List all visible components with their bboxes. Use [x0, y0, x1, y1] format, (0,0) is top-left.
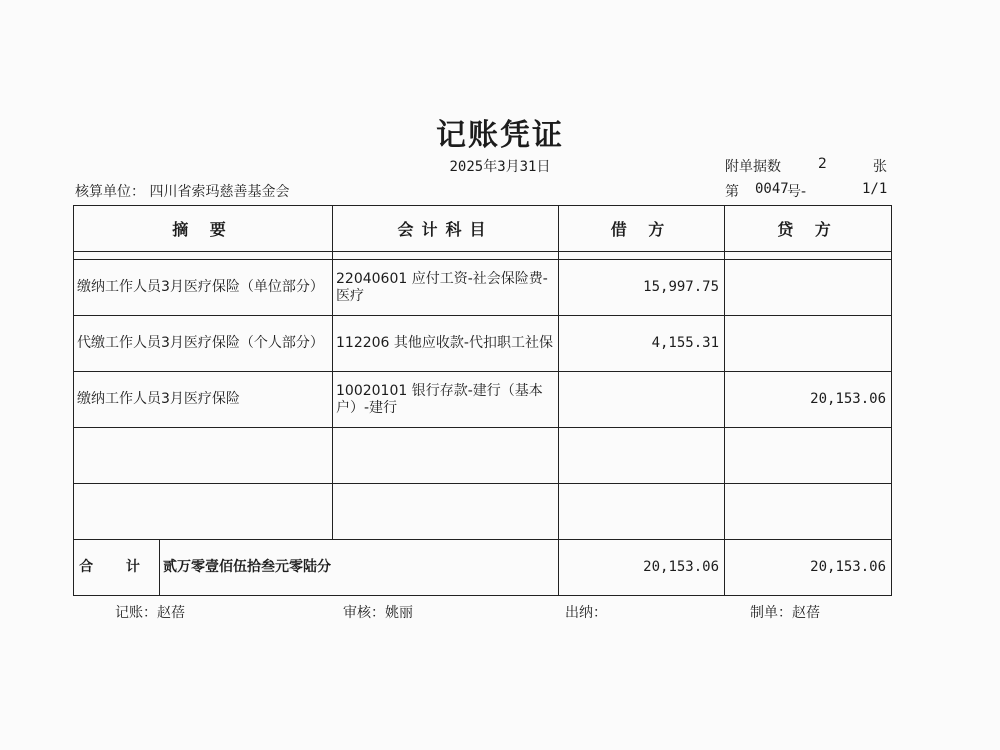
total-debit: 20,153.06 [559, 540, 725, 596]
attachments-unit: 张 [873, 159, 887, 175]
voucher-title: 记账凭证 [436, 118, 564, 153]
row-summary: 缴纳工作人员3月医疗保险 [74, 372, 333, 428]
voucher-no-prefix: 第 [725, 184, 739, 200]
row-account: 10020101 银行存款-建行（基本户）-建行 [333, 372, 559, 428]
table-row [74, 316, 892, 372]
total-label: 合 计 [74, 540, 160, 596]
accounting-unit-label: 核算单位： [75, 184, 145, 200]
header-account: 会计科目 [333, 206, 559, 252]
row-account [333, 428, 559, 484]
row-summary [74, 428, 333, 484]
header-credit: 贷 方 [725, 206, 892, 252]
row-credit [725, 484, 892, 540]
row-debit: 15,997.75 [559, 260, 725, 316]
row-account: 112206 其他应收款-代扣职工社保 [333, 316, 559, 372]
row-debit [559, 372, 725, 428]
accounting-unit [75, 181, 289, 201]
row-summary [74, 484, 333, 540]
table-row [74, 260, 892, 316]
row-debit [559, 484, 725, 540]
row-credit [725, 260, 892, 316]
attachments-count: 2 [818, 156, 827, 172]
table-header-row [74, 206, 892, 252]
row-summary: 代缴工作人员3月医疗保险（个人部分） [74, 316, 333, 372]
row-credit [725, 316, 892, 372]
row-debit [559, 428, 725, 484]
header-debit: 借 方 [559, 206, 725, 252]
table-row [74, 372, 892, 428]
reviewer-signature: 审核：姚丽 [343, 605, 413, 621]
attachments-label: 附单据数 [725, 159, 781, 175]
voucher-date: 2025年3月31日 [449, 159, 551, 175]
row-credit [725, 428, 892, 484]
voucher-page-count: 1/1 [862, 181, 888, 197]
bookkeeper-signature: 记账：赵蓓 [115, 605, 185, 621]
table-row [74, 484, 892, 540]
row-account [333, 484, 559, 540]
total-amount-words: 贰万零壹佰伍拾叁元零陆分 [160, 540, 559, 596]
preparer-signature: 制单：赵蓓 [750, 605, 820, 621]
row-debit: 4,155.31 [559, 316, 725, 372]
voucher-table [73, 205, 892, 596]
table-row [74, 428, 892, 484]
total-credit: 20,153.06 [725, 540, 892, 596]
voucher-no-suffix: 号- [787, 184, 807, 200]
row-account: 22040601 应付工资-社会保险费-医疗 [333, 260, 559, 316]
row-credit: 20,153.06 [725, 372, 892, 428]
voucher-number: 0047 [755, 181, 789, 197]
row-summary: 缴纳工作人员3月医疗保险（单位部分） [74, 260, 333, 316]
header-summary: 摘 要 [74, 206, 333, 252]
header-spacer [74, 252, 892, 260]
total-row [74, 540, 892, 596]
cashier-signature: 出纳： [565, 605, 607, 621]
accounting-unit-name: 四川省索玛慈善基金会 [149, 184, 290, 200]
